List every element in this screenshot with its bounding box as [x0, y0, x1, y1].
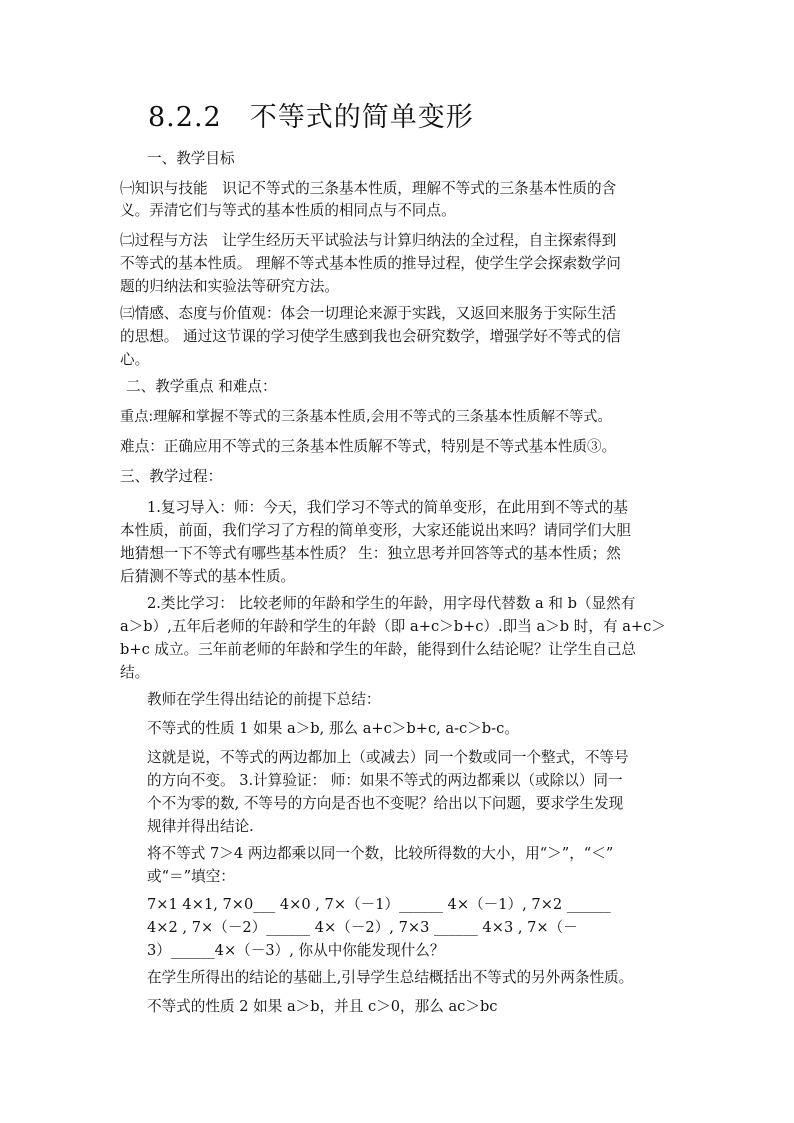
- difficult-point: 难点：正确应用不等式的三条基本性质解不等式，特别是不等式基本性质③。: [120, 438, 617, 455]
- explanation-line-2: 的方向不变。 3.计算验证： 师：如果不等式的两边都乘以（或除以）同一: [147, 772, 623, 789]
- goal-process-line-3: 题的归纳法和实验法等研究方法。: [120, 278, 339, 295]
- guidance-line: 在学生所得出的结论的基础上,引导学生总结概括出不等式的另外两条性质。: [147, 969, 634, 986]
- goal-process-line-2: 不等式的基本性质。 理解不等式基本性质的推导过程，使学生学会探索数学问: [120, 255, 621, 272]
- exercise-line-2: 4×2 , 7×（－2）______ 4×（－2）, 7×3 ______ 4×3 , 7×（－: [147, 919, 578, 936]
- section-heading-goals: 一、教学目标: [147, 150, 235, 167]
- goal-knowledge-line-2: 义。弄清它们与等式的基本性质的相同点与不同点。: [120, 202, 456, 219]
- goal-emotion-line-2: 的思想。 通过这节课的学习使学生感到我也会研究数学，增强学好不等式的信: [120, 328, 621, 345]
- analogy-line-1: 2.类比学习： 比较老师的年龄和学生的年龄，用字母代替数 a 和 b（显然有: [147, 595, 636, 612]
- exercise-line-1: 7×1 4×1, 7×0___ 4×0 , 7×（－1）______ 4×（－1）, 7×2 ______: [147, 896, 611, 913]
- explanation-line-4: 规律并得出结论.: [147, 818, 254, 835]
- goal-process-line-1: ㈡过程与方法 让学生经历天平试验法与计算归纳法的全过程，自主探索得到: [120, 232, 617, 249]
- analogy-line-2: a＞b）,五年后老师的年龄和学生的年龄（即 a+c＞b+c）.即当 a＞b 时，有 a+c＞: [120, 618, 666, 635]
- task-line-2: 或“＝”填空：: [147, 868, 235, 885]
- analogy-line-4: 结。: [120, 664, 150, 681]
- goal-knowledge-line-1: ㈠知识与技能 识记不等式的三条基本性质，理解不等式的三条基本性质的含: [120, 180, 617, 197]
- explanation-line-3: 个不为零的数, 不等号的方向是否也不变呢？给出以下问题，要求学生发现: [147, 795, 624, 812]
- summary-intro: 教师在学生得出结论的前提下总结：: [147, 691, 381, 708]
- review-line-4: 后猜测不等式的基本性质。: [120, 568, 296, 585]
- property-1: 不等式的性质 1 如果 a＞b, 那么 a+c＞b+c, a-c＞b-c。: [147, 720, 519, 737]
- review-line-1: 1.复习导入：师：今天，我们学习不等式的简单变形，在此用到不等式的基: [147, 499, 628, 516]
- review-line-3: 地猜想一下不等式有哪些基本性质？ 生：独立思考并回答等式的基本性质；然: [120, 545, 621, 562]
- goal-emotion-line-3: 心。: [120, 351, 150, 368]
- section-heading-process: 三、教学过程：: [120, 468, 223, 485]
- analogy-line-3: b+c 成立。三年前老师的年龄和学生的年龄，能得到什么结论呢？让学生自己总: [120, 641, 636, 658]
- review-line-2: 本性质，前面，我们学习了方程的简单变形，大家还能说出来吗？请同学们大胆: [120, 522, 631, 539]
- task-line-1: 将不等式 7＞4 两边都乘以同一个数，比较所得数的大小，用“＞”，“＜”: [147, 845, 614, 862]
- goal-emotion-line-1: ㈢情感、态度与价值观：体会一切理论来源于实践，又返回来服务于实际生活: [120, 305, 617, 322]
- key-point: 重点:理解和掌握不等式的三条基本性质,会用不等式的三条基本性质解不等式。: [120, 409, 612, 425]
- section-heading-focus: 二、教学重点 和难点：: [126, 378, 277, 395]
- exercise-line-3: 3）______4×（－3）, 你从中你能发现什么？: [147, 942, 445, 959]
- page-title: 8.2.2 不等式的简单变形: [148, 102, 474, 133]
- property-2: 不等式的性质 2 如果 a＞b，并且 c＞0，那么 ac＞bc: [147, 998, 498, 1015]
- explanation-line-1: 这就是说，不等式的两边都加上（或减去）同一个数或同一个整式，不等号: [147, 749, 629, 766]
